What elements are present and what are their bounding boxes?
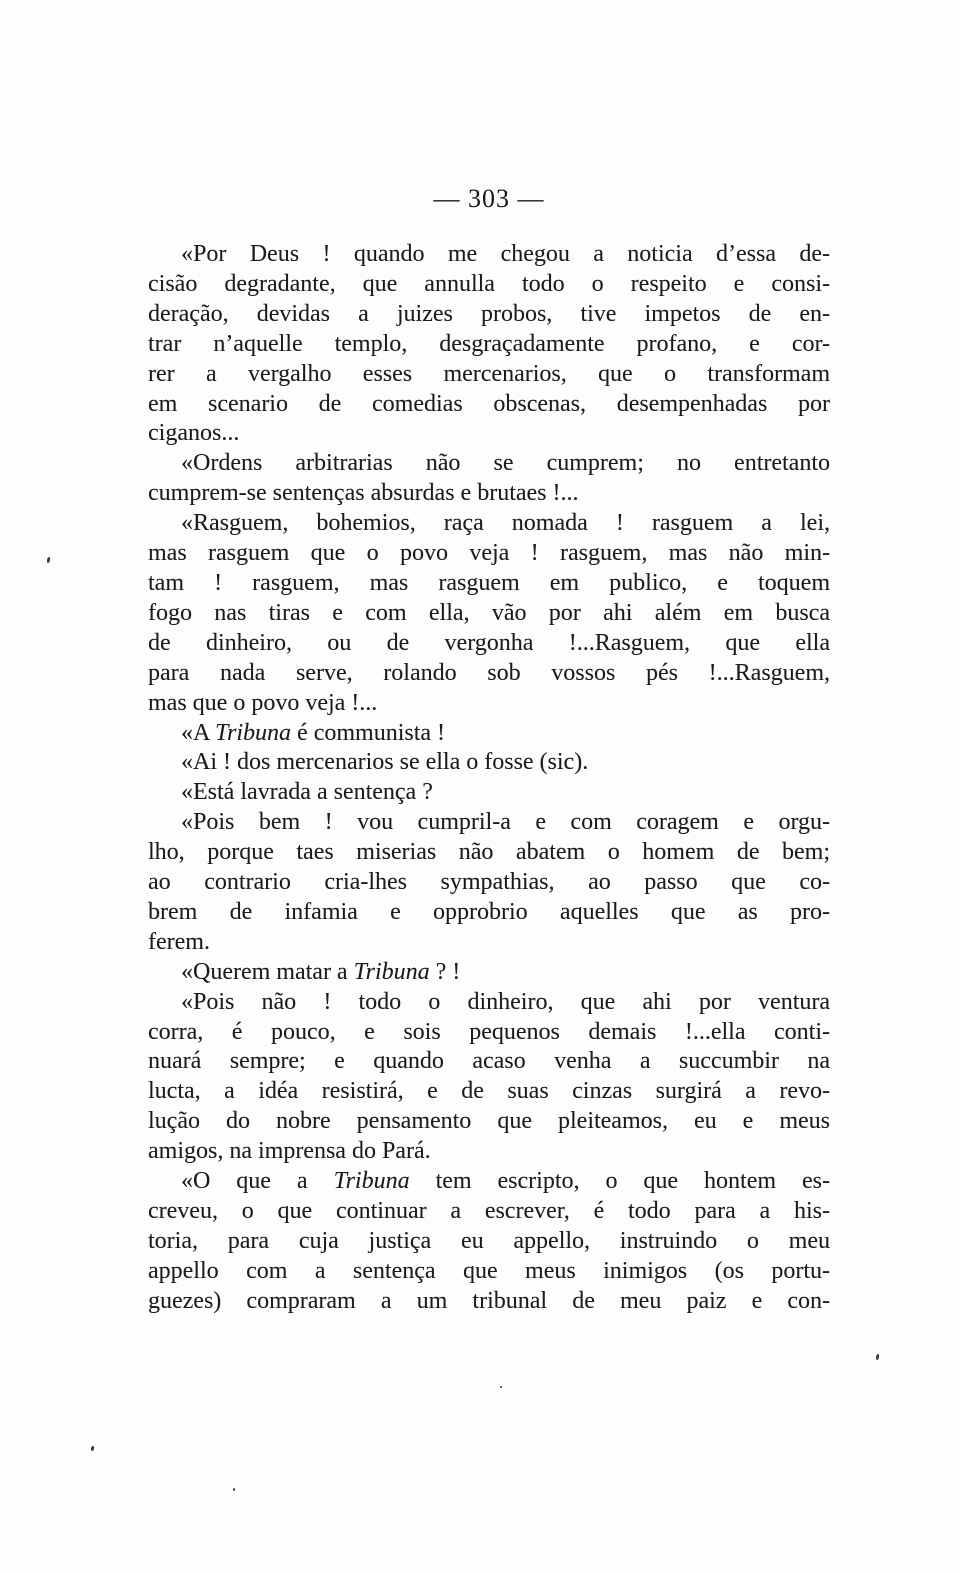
paragraph [148,958,830,988]
text-line: toria, para cuja justiça eu appello, instruindo o meu [148,1227,830,1254]
text-line: lução do nobre pensamento que pleiteamos, eu e meus [148,1108,830,1135]
text-line: rer a vergalho esses mercenarios, que o transformam [148,360,830,387]
text-block [148,240,830,1317]
text-line: cisão degradante, que annulla todo o respeito e consi- [148,270,830,297]
text-line: mas que o povo veja !... [148,689,378,716]
paragraph [148,778,830,808]
scan-speck [90,1446,94,1452]
text-line: «Ordens arbitrarias não se cumprem; no entretanto [181,450,830,477]
text-line: «O que a Tribuna tem escripto, o que hontem es- [181,1168,831,1195]
text-line: trar n’aquelle templo, desgraçadamente profano, e cor- [148,330,830,357]
text-line: lho, porque taes miserias não abatem o homem de bem; [148,839,830,866]
scan-speck [875,1354,879,1360]
text-line: «A Tribuna é communista ! [181,719,446,746]
text-line: «Ai ! dos mercenarios se ella o fosse (sic). [181,749,589,776]
text-line: em scenario de comedias obscenas, desempenhadas por [148,390,830,417]
text-line: fogo nas tiras e com ella, vão por ahi além em busca [148,599,830,626]
scan-speck [46,557,50,564]
paragraph [148,988,830,1167]
text-line: guezes) compraram a um tribunal de meu paiz e con- [148,1287,830,1314]
text-line: brem de infamia e opprobrio aquelles que as pro- [148,898,830,925]
text-line: mas rasguem que o povo veja ! rasguem, mas não min- [148,540,830,567]
text-line: ferem. [148,928,210,955]
text-line: «Rasguem, bohemios, raça nomada ! rasguem a lei, [181,510,830,537]
text-line: cumprem-se sentenças absurdas e brutaes !... [148,480,579,507]
paragraph [148,240,830,449]
text-line: creveu, o que continuar a escrever, é todo para a his- [148,1198,830,1224]
paragraph [148,449,830,509]
paragraph [148,1167,830,1317]
text-line: tam ! rasguem, mas rasguem em publico, e toquem [148,569,830,596]
scan-speck [233,1488,235,1491]
text-line: ciganos... [148,420,240,447]
text-line: corra, é pouco, e sois pequenos demais !...ella conti- [148,1018,830,1045]
text-line: deração, devidas a juizes probos, tive impetos de en- [148,300,830,327]
paragraph [148,748,830,778]
text-line: «Pois bem ! vou cumpril-a e com coragem e orgu- [181,809,830,836]
text-line: ao contrario cria-lhes sympathias, ao passo que co- [148,869,830,896]
scan-speck [500,1386,502,1388]
text-line: nuará sempre; e quando acaso venha a succumbir na [148,1048,830,1075]
paragraph [148,808,830,958]
text-line: amigos, na imprensa do Pará. [148,1138,431,1165]
text-line: para nada serve, rolando sob vossos pés !...Rasguem, [148,659,830,686]
paragraph [148,719,830,749]
page-number: — 303 — [433,184,545,213]
text-line: appello com a sentença que meus inimigos (os portu- [148,1257,830,1284]
text-line: «Está lavrada a sentença ? [181,779,433,806]
text-line: «Pois não ! todo o dinheiro, que ahi por ventura [181,988,830,1015]
text-line: lucta, a idéa resistirá, e de suas cinzas surgirá a revo- [148,1078,830,1105]
paragraph [148,509,830,718]
text-line: «Por Deus ! quando me chegou a noticia d’essa de- [181,241,830,267]
text-line: «Querem matar a Tribuna ? ! [181,958,461,985]
text-line: de dinheiro, ou de vergonha !...Rasguem, que ella [148,629,830,656]
